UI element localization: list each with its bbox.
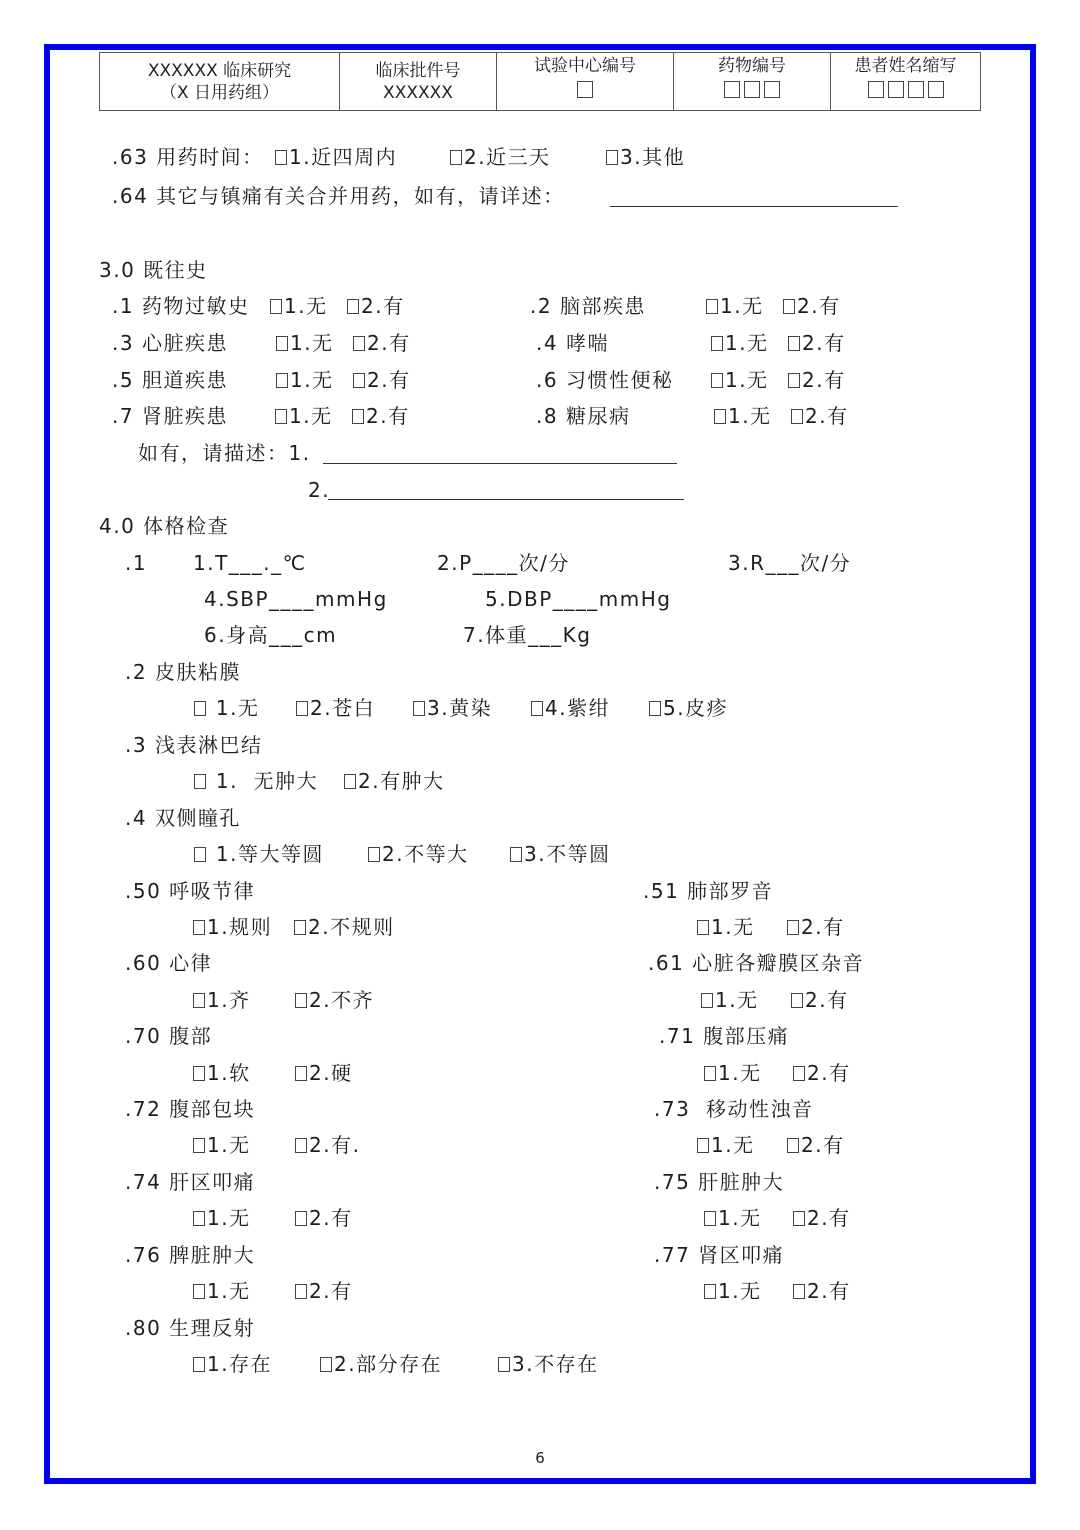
checkbox[interactable] — [320, 1357, 332, 1372]
exam-label: .51 肺部罗音 — [643, 879, 774, 903]
site-label: 试验中心编号 — [534, 56, 636, 76]
checkbox[interactable] — [353, 336, 365, 351]
checkbox[interactable] — [606, 150, 618, 165]
checkbox[interactable] — [294, 920, 306, 935]
exam-opt[interactable] — [193, 1061, 251, 1085]
exam-opt[interactable] — [793, 1279, 851, 1303]
option-label: 1.无 — [207, 1206, 251, 1230]
option-label: 2.有 — [309, 1279, 353, 1303]
checkbox[interactable] — [531, 701, 543, 716]
option-label: 2.有 — [807, 1061, 851, 1085]
option-label: 3.黄染 — [427, 696, 493, 720]
hx-item-5-no[interactable] — [276, 368, 334, 392]
checkbox[interactable] — [295, 993, 307, 1008]
option-label: 2.不规则 — [308, 915, 395, 939]
exam-label: .76 脾脏肿大 — [125, 1243, 256, 1267]
exam-opt[interactable] — [295, 988, 374, 1012]
checkbox[interactable] — [344, 774, 356, 789]
pupil-label: .4 双侧瞳孔 — [125, 806, 241, 830]
option-label: 5.皮疹 — [663, 696, 729, 720]
exam-opt[interactable] — [295, 1279, 353, 1303]
checkbox[interactable] — [704, 1284, 716, 1299]
checkbox[interactable] — [275, 409, 287, 424]
checkbox[interactable] — [194, 847, 206, 862]
hx-item-8-no[interactable] — [714, 404, 772, 428]
option-label: 1.无 — [207, 1279, 251, 1303]
exam-label: .72 腹部包块 — [125, 1097, 256, 1121]
exam-opt[interactable] — [793, 1206, 851, 1230]
option-label: 3.不存在 — [512, 1352, 599, 1376]
hx-item-7-yes[interactable] — [352, 404, 410, 428]
option-label: 2.有 — [807, 1279, 851, 1303]
checkbox[interactable] — [711, 336, 723, 351]
checkbox[interactable] — [498, 1357, 510, 1372]
option-label: 2.不齐 — [309, 988, 375, 1012]
option-label: 1.无 — [711, 915, 755, 939]
exam-label: .77 肾区叩痛 — [654, 1243, 785, 1267]
option-label: 2.有 — [801, 915, 845, 939]
describe-label: 如有，请描述：1. — [138, 441, 311, 465]
checkbox[interactable] — [791, 993, 803, 1008]
option-label: 1. 无肿大 — [208, 769, 319, 793]
option-label: 1.无 — [284, 294, 328, 318]
option-label: 2.有 — [361, 294, 405, 318]
checkbox[interactable] — [275, 150, 287, 165]
checkbox[interactable] — [368, 847, 380, 862]
option-label: 1.无 — [718, 1206, 762, 1230]
checkbox[interactable] — [193, 920, 205, 935]
option-label: 1.近四周内 — [289, 145, 398, 169]
describe-2-label: 2. — [308, 478, 331, 502]
checkbox[interactable] — [270, 299, 282, 314]
option-label: 1.存在 — [207, 1352, 273, 1376]
exam-label: .71 腹部压痛 — [659, 1024, 790, 1048]
option-label: 1.无 — [289, 404, 333, 428]
q64-input-line[interactable] — [610, 206, 898, 207]
exam-opt[interactable] — [704, 1279, 762, 1303]
hx-item-5-yes[interactable] — [353, 368, 411, 392]
site-cell — [497, 53, 674, 111]
hx-item-1-no[interactable] — [270, 294, 328, 318]
hx-item-7-no[interactable] — [275, 404, 333, 428]
hx-item-6-yes[interactable] — [788, 368, 846, 392]
skin-opt-2[interactable] — [296, 696, 375, 720]
exam-label: .73 移动性浊音 — [654, 1097, 814, 1121]
option-label: 1.软 — [207, 1061, 251, 1085]
section3-title: 3.0 既往史 — [99, 258, 208, 282]
option-label: 1.无 — [208, 696, 260, 720]
study-title: XXXXXX 临床研究 — [147, 60, 292, 81]
exam-opt[interactable] — [791, 988, 849, 1012]
option-label: 2.有 — [802, 331, 846, 355]
checkbox[interactable] — [296, 701, 308, 716]
checkbox[interactable] — [783, 299, 795, 314]
option-label: 1.齐 — [207, 988, 251, 1012]
checkbox[interactable] — [788, 336, 800, 351]
option-label: 1.规则 — [207, 915, 273, 939]
checkbox[interactable] — [193, 1138, 205, 1153]
checkbox[interactable] — [193, 993, 205, 1008]
q63-option-2[interactable] — [450, 145, 551, 169]
hx-item-2-label: .2 脑部疾患 — [530, 294, 646, 318]
exam-label: .74 肝区叩痛 — [125, 1170, 256, 1194]
checkbox[interactable] — [787, 1138, 799, 1153]
drug-label: 药物编号 — [718, 56, 786, 76]
option-label: 2.有 — [367, 331, 411, 355]
checkbox[interactable] — [697, 920, 709, 935]
exam-label: .60 心律 — [125, 951, 213, 975]
checkbox[interactable] — [347, 299, 359, 314]
pupil-opt-2[interactable] — [368, 842, 469, 866]
checkbox[interactable] — [413, 701, 425, 716]
page-number: 6 — [535, 1449, 545, 1467]
option-label: 2.部分存在 — [334, 1352, 443, 1376]
option-label: 2.有 — [367, 368, 411, 392]
exam-label: .75 肝脏肿大 — [654, 1170, 785, 1194]
checkbox[interactable] — [352, 409, 364, 424]
reflex-opt-3[interactable] — [498, 1352, 599, 1376]
skin-label: .2 皮肤粘膜 — [125, 660, 241, 684]
hx-item-4-label: .4 哮喘 — [536, 331, 609, 355]
hx-item-8-yes[interactable] — [791, 404, 849, 428]
study-cell — [100, 53, 340, 111]
hx-item-5-label: .5 胆道疾患 — [112, 368, 228, 392]
exam-opt[interactable] — [193, 1279, 251, 1303]
drug-number-box[interactable] — [764, 81, 780, 98]
exam-opt[interactable] — [787, 1133, 845, 1157]
checkbox[interactable] — [295, 1066, 307, 1081]
checkbox[interactable] — [194, 701, 206, 716]
hx-item-4-no[interactable] — [711, 331, 769, 355]
option-label: 1.无 — [720, 294, 764, 318]
vitals-num: .1 — [125, 551, 148, 575]
reflex-label: .80 生理反射 — [125, 1316, 256, 1340]
checkbox[interactable] — [193, 1284, 205, 1299]
drug-number-box[interactable] — [744, 81, 760, 98]
checkbox[interactable] — [276, 373, 288, 388]
hx-item-4-yes[interactable] — [788, 331, 846, 355]
option-label: 2.有 — [309, 1206, 353, 1230]
exam-label: .50 呼吸节律 — [125, 879, 256, 903]
hx-item-7-label: .7 肾脏疾患 — [112, 404, 228, 428]
option-label: 1.无 — [207, 1133, 251, 1157]
batch-label: 临床批件号 — [375, 60, 461, 81]
checkbox[interactable] — [793, 1284, 805, 1299]
checkbox[interactable] — [711, 373, 723, 388]
exam-opt[interactable] — [294, 915, 395, 939]
checkbox[interactable] — [194, 774, 206, 789]
patient-initial-box[interactable] — [928, 81, 944, 98]
exam-opt[interactable] — [295, 1133, 360, 1157]
describe-line-1[interactable] — [323, 463, 677, 464]
option-label: 2.有 — [366, 404, 410, 428]
checkbox[interactable] — [706, 299, 718, 314]
exam-opt[interactable] — [193, 1206, 251, 1230]
option-label: 1.无 — [728, 404, 772, 428]
option-label: 1.无 — [725, 368, 769, 392]
lymph-opt-2[interactable] — [344, 769, 445, 793]
exam-label: .70 腹部 — [125, 1024, 213, 1048]
q63-option-1[interactable] — [275, 145, 397, 169]
skin-opt-4[interactable] — [531, 696, 610, 720]
checkbox[interactable] — [701, 993, 713, 1008]
hx-item-3-no[interactable] — [276, 331, 334, 355]
exam-label: .61 心脏各瓣膜区杂音 — [648, 951, 865, 975]
patient-initial-box[interactable] — [908, 81, 924, 98]
site-number-box[interactable] — [577, 81, 593, 98]
hx-item-6-no[interactable] — [711, 368, 769, 392]
option-label: 2.不等大 — [382, 842, 469, 866]
exam-opt[interactable] — [787, 915, 845, 939]
checkbox[interactable] — [353, 373, 365, 388]
checkbox[interactable] — [697, 1138, 709, 1153]
hx-item-2-yes[interactable] — [783, 294, 841, 318]
vital-pulse[interactable]: 2.P____次/分 — [437, 551, 570, 575]
checkbox[interactable] — [193, 1357, 205, 1372]
header-table — [99, 52, 981, 111]
drug-number-box[interactable] — [724, 81, 740, 98]
describe-line-2[interactable] — [328, 499, 684, 500]
checkbox[interactable] — [787, 920, 799, 935]
option-label: 2.有 — [801, 1133, 845, 1157]
patient-cell — [831, 53, 981, 111]
checkbox[interactable] — [704, 1066, 716, 1081]
option-label: 2.有 — [802, 368, 846, 392]
skin-opt-5[interactable] — [649, 696, 728, 720]
q63-option-3[interactable] — [606, 145, 685, 169]
reflex-opt-1[interactable] — [193, 1352, 272, 1376]
hx-item-1-label: .1 药物过敏史 — [112, 294, 250, 318]
checkbox[interactable] — [793, 1066, 805, 1081]
option-label: 1.无 — [290, 368, 334, 392]
checkbox[interactable] — [276, 336, 288, 351]
option-label: 2.有 — [797, 294, 841, 318]
option-label: 2.有肿大 — [358, 769, 445, 793]
vital-sbp[interactable]: 4.SBP____mmHg — [204, 587, 388, 611]
checkbox[interactable] — [704, 1211, 716, 1226]
drug-cell — [674, 53, 831, 111]
vital-respiration[interactable]: 3.R___次/分 — [728, 551, 852, 575]
option-label: 3.其他 — [620, 145, 686, 169]
pupil-opt-3[interactable] — [510, 842, 611, 866]
batch-cell — [340, 53, 497, 111]
option-label: 1.无 — [718, 1279, 762, 1303]
option-label: 2.有 — [805, 988, 849, 1012]
exam-opt[interactable] — [704, 1061, 762, 1085]
option-label: 1.等大等圆 — [208, 842, 324, 866]
vital-temperature[interactable]: 1.T___._℃ — [193, 551, 307, 575]
exam-opt[interactable] — [193, 988, 251, 1012]
checkbox[interactable] — [295, 1211, 307, 1226]
option-label: 2.苍白 — [310, 696, 376, 720]
exam-opt[interactable] — [697, 1133, 755, 1157]
checkbox[interactable] — [788, 373, 800, 388]
option-label: 1.无 — [715, 988, 759, 1012]
option-label: 1.无 — [290, 331, 334, 355]
hx-item-2-no[interactable] — [706, 294, 764, 318]
option-label: 2.有. — [309, 1133, 361, 1157]
lymph-label: .3 浅表淋巴结 — [125, 733, 263, 757]
skin-opt-1[interactable] — [194, 696, 259, 720]
option-label: 3.不等圆 — [524, 842, 611, 866]
exam-opt[interactable] — [793, 1061, 851, 1085]
checkbox[interactable] — [450, 150, 462, 165]
batch-value: XXXXXX — [383, 82, 453, 103]
checkbox[interactable] — [193, 1066, 205, 1081]
exam-opt[interactable] — [697, 915, 755, 939]
option-label: 1.无 — [711, 1133, 755, 1157]
exam-opt[interactable] — [704, 1206, 762, 1230]
checkbox[interactable] — [193, 1211, 205, 1226]
q64-label: .64 其它与镇痛有关合并用药，如有，请详述： — [112, 184, 565, 208]
hx-item-6-label: .6 习惯性便秘 — [536, 368, 674, 392]
option-label: 1.无 — [718, 1061, 762, 1085]
hx-item-3-label: .3 心脏疾患 — [112, 331, 228, 355]
option-label: 2.硬 — [309, 1061, 353, 1085]
reflex-opt-2[interactable] — [320, 1352, 442, 1376]
option-label: 1.无 — [725, 331, 769, 355]
option-label: 2.有 — [805, 404, 849, 428]
exam-opt[interactable] — [193, 1133, 251, 1157]
hx-item-1-yes[interactable] — [347, 294, 405, 318]
checkbox[interactable] — [791, 409, 803, 424]
option-label: 2.有 — [807, 1206, 851, 1230]
vital-height[interactable]: 6.身高___cm — [204, 623, 338, 647]
exam-opt[interactable] — [193, 915, 272, 939]
pupil-opt-1[interactable] — [194, 842, 324, 866]
exam-opt[interactable] — [295, 1061, 353, 1085]
skin-opt-3[interactable] — [413, 696, 492, 720]
checkbox[interactable] — [649, 701, 661, 716]
exam-opt[interactable] — [295, 1206, 353, 1230]
patient-initial-box[interactable] — [888, 81, 904, 98]
vital-dbp[interactable]: 5.DBP____mmHg — [485, 587, 672, 611]
checkbox[interactable] — [714, 409, 726, 424]
exam-opt[interactable] — [701, 988, 759, 1012]
checkbox[interactable] — [793, 1211, 805, 1226]
checkbox[interactable] — [295, 1138, 307, 1153]
checkbox[interactable] — [295, 1284, 307, 1299]
patient-label: 患者姓名缩写 — [854, 56, 957, 76]
lymph-opt-1[interactable] — [194, 769, 318, 793]
patient-initial-box[interactable] — [868, 81, 884, 98]
vital-weight[interactable]: 7.体重___Kg — [463, 623, 592, 647]
section4-title: 4.0 体格检查 — [99, 514, 230, 538]
study-group: （X 日用药组） — [159, 82, 280, 103]
q63-label: .63 用药时间： — [112, 145, 264, 169]
hx-item-3-yes[interactable] — [353, 331, 411, 355]
checkbox[interactable] — [510, 847, 522, 862]
hx-item-8-label: .8 糖尿病 — [536, 404, 631, 428]
option-label: 2.近三天 — [464, 145, 551, 169]
option-label: 4.紫绀 — [545, 696, 611, 720]
